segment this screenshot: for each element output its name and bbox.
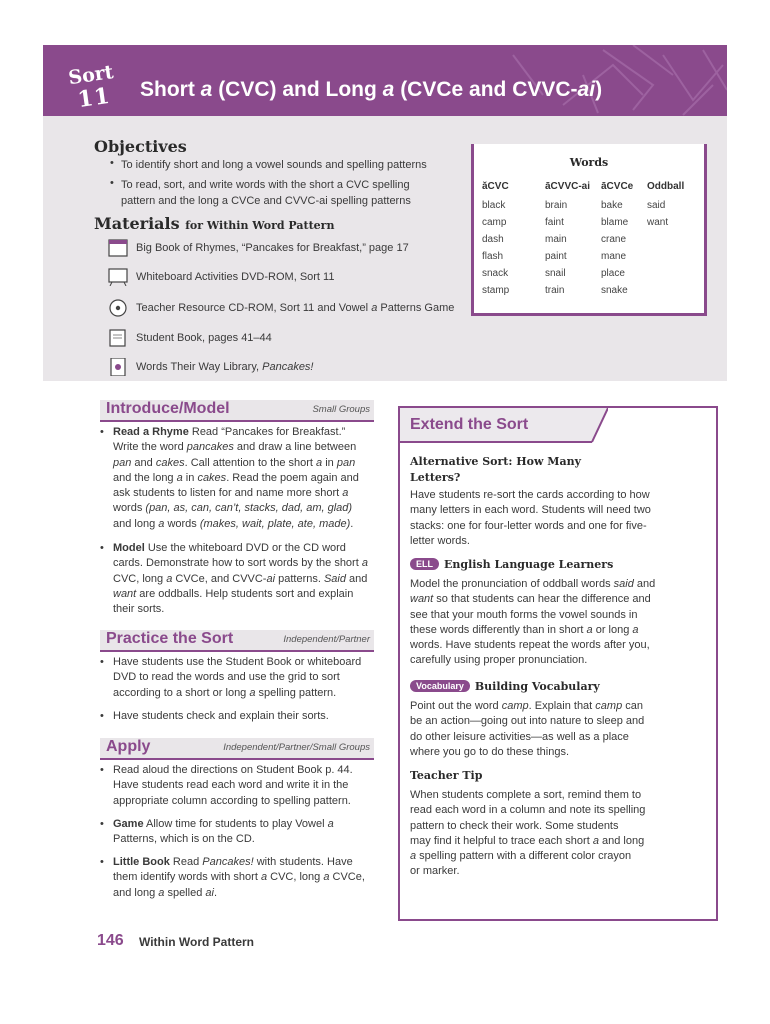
objective-item: To read, sort, and write words with the short a CVC spelling pattern and the long a CVCe and CVVC-ai spelling patterns <box>121 179 411 207</box>
grouping-label: Small Groups <box>312 404 370 415</box>
text-line: Have students check and explain their sorts. <box>113 710 329 722</box>
objectives-heading: Objectives <box>94 137 187 156</box>
word: snack <box>482 268 509 279</box>
bullet: • <box>100 710 104 722</box>
material-label: Teacher Resource CD-ROM, Sort 11 and Vowel a Patterns Game <box>136 302 455 314</box>
text-line: words. Have students repeat the words after you, <box>410 639 650 652</box>
whiteboard-dvd-icon <box>108 268 128 286</box>
teacher-tip-text <box>410 788 706 880</box>
section-heading: Apply <box>106 738 151 755</box>
materials-subtitle: for Within Word Pattern <box>185 219 335 232</box>
material-label: Student Book, pages 41–44 <box>136 332 272 344</box>
word: blame <box>601 217 629 228</box>
text-line: where you go to do these things. <box>410 745 569 758</box>
text-line: Model the pronunciation of oddball words said and <box>410 578 656 590</box>
word: snail <box>545 268 566 279</box>
text-line: Letters? <box>410 471 461 484</box>
word-column <box>545 178 590 299</box>
text-line: cards. Demonstrate how to sort words by the short a <box>113 557 368 570</box>
word: flash <box>482 251 504 262</box>
badge-sort-number: 11 <box>76 82 113 114</box>
text-line: Model Use the whiteboard DVD or the CD word <box>113 542 346 554</box>
bullet: • <box>100 818 104 830</box>
model-paragraph <box>113 541 377 617</box>
text-line: these words differently than in short a or long a <box>410 623 639 636</box>
text-line: and the long a in cakes. Read the poem again and <box>113 471 359 484</box>
word: snake <box>601 285 628 296</box>
word-column-header: āCVVC-ai <box>545 181 591 192</box>
ell-heading-text: English Language Learners <box>444 558 614 571</box>
text-line: Read aloud the directions on Student Book p. 44. <box>113 764 353 776</box>
text-line: DVD to read the words and use the grid to sort <box>113 671 340 684</box>
text-line: carefully using proper pronunciation. <box>410 654 588 667</box>
word: crane <box>601 234 627 245</box>
vocabulary-badge: Vocabulary <box>410 680 470 692</box>
vocabulary-text <box>410 699 706 760</box>
apply-item <box>113 817 377 848</box>
text-line: words (pan, as, can, can’t, stacks, dad, am, glad) <box>113 502 353 515</box>
word-column <box>647 178 684 231</box>
big-book-icon <box>108 239 128 257</box>
objective-item: To identify short and long a vowel sounds and spelling patterns <box>121 159 427 171</box>
text-line: Have students read each word and write it in the <box>113 779 349 792</box>
practice-sort-header <box>100 630 374 652</box>
text-line: and long a spelled ai. <box>113 886 217 899</box>
alternative-sort-heading <box>410 454 581 486</box>
introduce-model-header <box>100 400 374 422</box>
library-book-icon <box>108 358 128 376</box>
bullet: • <box>100 856 104 868</box>
page-title: Short a (CVC) and Long a (CVCe and CVVC-ai) <box>140 78 603 101</box>
vocabulary-heading <box>410 680 600 693</box>
student-book-icon <box>108 329 128 347</box>
material-label: Words Their Way Library, Pancakes! <box>136 361 314 373</box>
word: mane <box>601 251 627 262</box>
section-heading: Practice the Sort <box>106 630 234 647</box>
word: dash <box>482 234 504 245</box>
word: black <box>482 200 506 211</box>
bullet: • <box>100 542 104 554</box>
word: train <box>545 285 565 296</box>
text-line: Have students re-sort the cards according to how <box>410 489 650 501</box>
word-column <box>482 178 509 299</box>
word: said <box>647 200 666 211</box>
text-line: many letters in each word. Students will need two <box>410 504 651 517</box>
bullet: • <box>100 656 104 668</box>
word-column-header: ăCVC <box>482 181 509 192</box>
text-line: appropriate column according to spelling pattern. <box>113 794 351 807</box>
text-line: Have students use the Student Book or whiteboard <box>113 656 362 668</box>
text-line: and long a words (makes, wait, plate, ate, made). <box>113 517 354 530</box>
text-line: stacks: one for four-letter words and one for five- <box>410 519 647 532</box>
ell-heading <box>410 558 613 571</box>
word: want <box>647 217 669 228</box>
badge-sort-label: Sort <box>67 61 115 90</box>
word-column-header: āCVCe <box>601 181 634 192</box>
section-heading: Introduce/Model <box>106 400 230 417</box>
text-line: be an action—going out into nature to sleep and <box>410 715 645 728</box>
text-line: When students complete a sort, remind them to <box>410 789 642 801</box>
practice-item <box>113 655 377 701</box>
text-line: Write the word pancakes and draw a line between <box>113 441 357 454</box>
teacher-tip-heading: Teacher Tip <box>410 769 483 782</box>
word: brain <box>545 200 568 211</box>
material-label: Whiteboard Activities DVD-ROM, Sort 11 <box>136 271 335 283</box>
word: bake <box>601 200 623 211</box>
text-line: see that your mouth forms the vowel sounds in <box>410 608 638 621</box>
bullet: • <box>100 764 104 776</box>
grouping-label: Independent/Partner <box>283 634 370 645</box>
text-line: pattern to check their work. Some students <box>410 819 619 832</box>
bullet: • <box>100 426 104 438</box>
text-line: Alternative Sort: How Many <box>410 455 581 468</box>
text-line: may find it helpful to trace each short a and long <box>410 834 645 847</box>
apply-item <box>113 855 377 901</box>
apply-item <box>113 763 377 809</box>
text-line: or marker. <box>410 865 460 878</box>
word: faint <box>545 217 564 228</box>
footer-section-label: Within Word Pattern <box>139 935 254 949</box>
text-line: Read a Rhyme Read “Pancakes for Breakfast.” <box>113 426 346 438</box>
apply-header <box>100 738 374 760</box>
grouping-label: Independent/Partner/Small Groups <box>223 742 370 753</box>
materials-heading <box>94 214 334 233</box>
bullet: • <box>110 157 114 169</box>
material-label: Big Book of Rhymes, “Pancakes for Breakfast,” page 17 <box>136 242 409 254</box>
vocabulary-heading-text: Building Vocabulary <box>474 680 600 693</box>
text-line: ask students to listen for and name more short a <box>113 487 349 500</box>
text-line: Game Allow time for students to play Vowel a <box>113 818 334 830</box>
text-line: read each word in a column and note its spelling <box>410 804 646 817</box>
page-number: 146 <box>97 932 124 949</box>
text-line: them identify words with short a CVC, long a CVCe, <box>113 871 365 884</box>
alternative-sort-text <box>410 488 706 549</box>
text-line: pan and cakes. Call attention to the short a in pan <box>113 456 356 469</box>
bullet: • <box>110 177 114 189</box>
text-line: want so that students can hear the difference and <box>410 593 651 606</box>
read-a-rhyme-paragraph <box>113 425 377 532</box>
words-title: Words <box>569 156 609 169</box>
word: main <box>545 234 567 245</box>
text-line: according to a short or long a spelling pattern. <box>113 686 337 699</box>
text-line: Little Book Read Pancakes! with students. Have <box>113 856 353 868</box>
word: stamp <box>482 285 510 296</box>
word-column-header: Oddball <box>647 181 685 192</box>
word: place <box>601 268 625 279</box>
text-line: a spelling pattern with a different color crayon <box>410 850 632 863</box>
word-column <box>601 178 633 299</box>
text-line: CVC, long a CVCe, and CVVC-ai patterns. Said and <box>113 572 368 585</box>
practice-item <box>113 709 377 724</box>
sort-number-badge <box>57 62 129 119</box>
extend-heading: Extend the Sort <box>410 416 529 433</box>
cd-rom-icon <box>108 299 128 317</box>
text-line: Point out the word camp. Explain that camp can <box>410 700 643 712</box>
ell-badge: ELL <box>410 558 439 570</box>
text-line: want are oddballs. Help students sort and explain <box>113 587 354 600</box>
text-line: their sorts. <box>113 603 165 616</box>
words-box <box>471 144 707 316</box>
text-line: letter words. <box>410 534 470 547</box>
word: paint <box>545 251 567 262</box>
text-line: Patterns, which is on the CD. <box>113 833 255 846</box>
ell-text <box>410 577 706 669</box>
word: camp <box>482 217 507 228</box>
materials-title: Materials <box>94 214 180 233</box>
text-line: do other leisure activities—as well as a place <box>410 730 629 743</box>
